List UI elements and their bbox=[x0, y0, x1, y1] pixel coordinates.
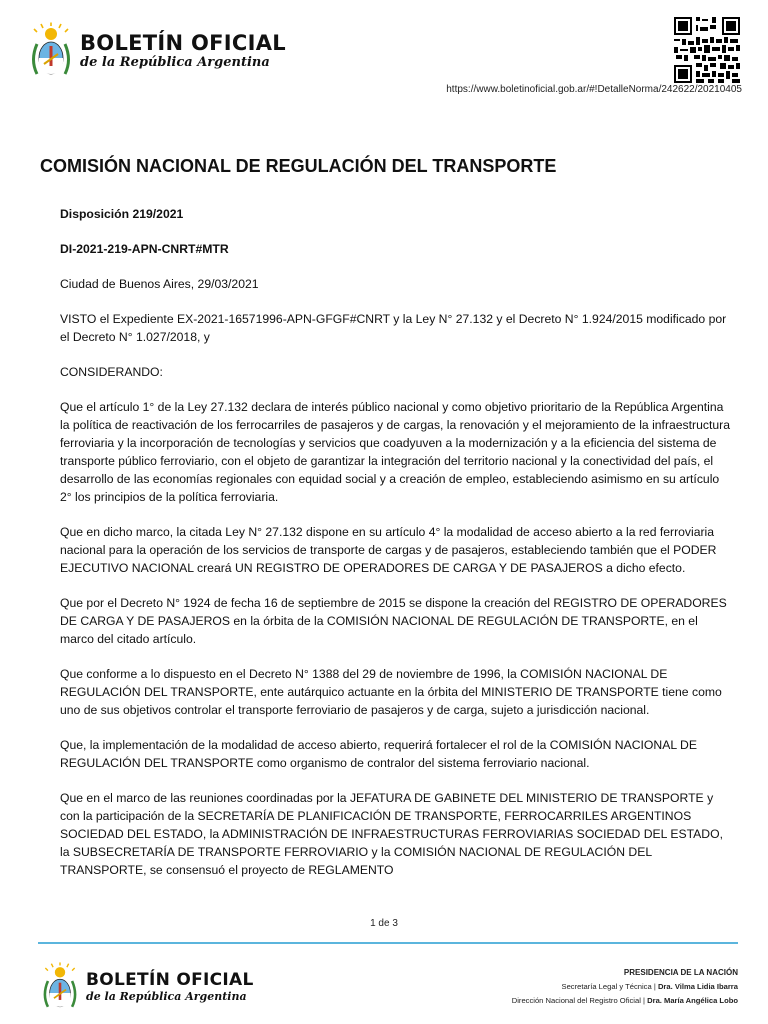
logo-subtitle: de la República Argentina bbox=[80, 55, 270, 70]
document-url[interactable]: https://www.boletinoficial.gob.ar/#!DetalleNorma/242622/20210405 bbox=[446, 84, 742, 95]
disposicion-code: DI-2021-219-APN-CNRT#MTR bbox=[60, 242, 229, 256]
footer-line-2 bbox=[512, 994, 738, 1008]
direccion-name: Dra. María Angélica Lobo bbox=[647, 996, 738, 1005]
footer-logo-subtitle: de la República Argentina bbox=[86, 990, 247, 1003]
direccion-label: Dirección Nacional del Registro Oficial bbox=[511, 996, 641, 1005]
logo-title: BOLETÍN OFICIAL bbox=[80, 31, 286, 55]
presidencia-label: PRESIDENCIA DE LA NACIÓN bbox=[623, 968, 738, 977]
footer-credits bbox=[512, 966, 738, 1008]
paragraph: Que, la implementación de la modalidad de acceso abierto, requerirá fortalecer el rol de la COMISIÓN NACIONAL DE REGULACIÓN DEL TRANSPORTE como organismo de contralor del sistema ferroviario nacional. bbox=[60, 738, 697, 770]
footer-logo-title: BOLETÍN OFICIAL bbox=[86, 970, 254, 990]
place-date: Ciudad de Buenos Aires, 29/03/2021 bbox=[60, 277, 259, 291]
visto-paragraph: VISTO el Expediente EX-2021-16571996-APN-GFGF#CNRT y la Ley N° 27.132 y el Decreto N° 1.924/2015 modificado por el Decreto N° 1.027/2018, y bbox=[60, 312, 727, 344]
argentina-coat-of-arms-icon bbox=[28, 22, 74, 80]
secretaria-name: Dra. Vilma Lidia Ibarra bbox=[657, 982, 738, 991]
boletin-oficial-logo[interactable] bbox=[28, 22, 286, 80]
footer-logo[interactable] bbox=[40, 962, 254, 1012]
separator: | bbox=[643, 996, 648, 1005]
separator: | bbox=[653, 982, 658, 991]
document-title: COMISIÓN NACIONAL DE REGULACIÓN DEL TRANSPORTE bbox=[40, 156, 557, 176]
footer-line-1 bbox=[512, 980, 738, 994]
paragraph: Que el artículo 1° de la Ley 27.132 declara de interés público nacional y como objetivo prioritario de la República Argentina la política de reactivación de los ferrocarriles de pasajeros y de cargas, la renovación y el mejoramiento de la infraestructura ferroviaria y la incorporación de tecnologías y servicios que coadyuven a la modernización y a la eficiencia del sistema de transporte público ferroviario, con el objeto de garantizar la integración del territorio nacional y la conectividad del país, el desarrollo de las economías regionales con equidad social y a creación de empleo, estableciendo asimismo en su artículo 2° los principios de la política ferroviaria. bbox=[60, 400, 730, 504]
page-number: 1 de 3 bbox=[370, 918, 398, 929]
paragraph: Que en dicho marco, la citada Ley N° 27.132 dispone en su artículo 4° la modalidad de acceso abierto a la red ferroviaria nacional para la operación de los servicios de transporte de cargas y de pasajeros, estableciendo también que el PODER EJECUTIVO NACIONAL creará UN REGISTRO DE OPERADORES DE CARGA Y DE PASAJEROS a dicho efecto. bbox=[60, 525, 717, 575]
argentina-coat-of-arms-icon bbox=[40, 962, 80, 1012]
paragraph: Que en el marco de las reuniones coordinadas por la JEFATURA DE GABINETE DEL MINISTERIO DE TRANSPORTE y con la participación de la SECRETARÍA DE PLANIFICACIÓN DE TRANSPORTE, FERROCARRILES ARGENTINOS SOCIEDAD DEL ESTADO, la ADMINISTRACIÓN DE INFRAESTRUCTURAS FERROVIARIAS SOCIEDAD DEL ESTADO, la SUBSECRETARÍA DE TRANSPORTE FERROVIARIO y la COMISIÓN NACIONAL DE REGULACIÓN DEL TRANSPORTE, se consensuó el proyecto de REGLAMENTO bbox=[60, 791, 723, 877]
secretaria-label: Secretaría Legal y Técnica bbox=[561, 982, 652, 991]
document-body bbox=[40, 156, 730, 896]
footer-divider bbox=[38, 942, 738, 944]
qr-code-icon[interactable] bbox=[674, 17, 740, 83]
considerando-heading: CONSIDERANDO: bbox=[60, 365, 163, 379]
page-header bbox=[0, 0, 768, 110]
paragraph: Que conforme a lo dispuesto en el Decreto N° 1388 del 29 de noviembre de 1996, la COMISIÓN NACIONAL DE REGULACIÓN DEL TRANSPORTE, ente autárquico actuante en la órbita del MINISTERIO DE TRANSPORTE tiene como uno de sus objetivos controlar el transporte ferroviario de pasajeros y de carga, sujeto a jurisdicción nacional. bbox=[60, 667, 722, 717]
paragraph: Que por el Decreto N° 1924 de fecha 16 de septiembre de 2015 se dispone la creación del REGISTRO DE OPERADORES DE CARGA Y DE PASAJEROS en la órbita de la COMISIÓN NACIONAL DE REGULACIÓN DE TRANSPORTE, en el marco del citado artículo. bbox=[60, 596, 727, 646]
disposicion-number: Disposición 219/2021 bbox=[60, 207, 184, 221]
